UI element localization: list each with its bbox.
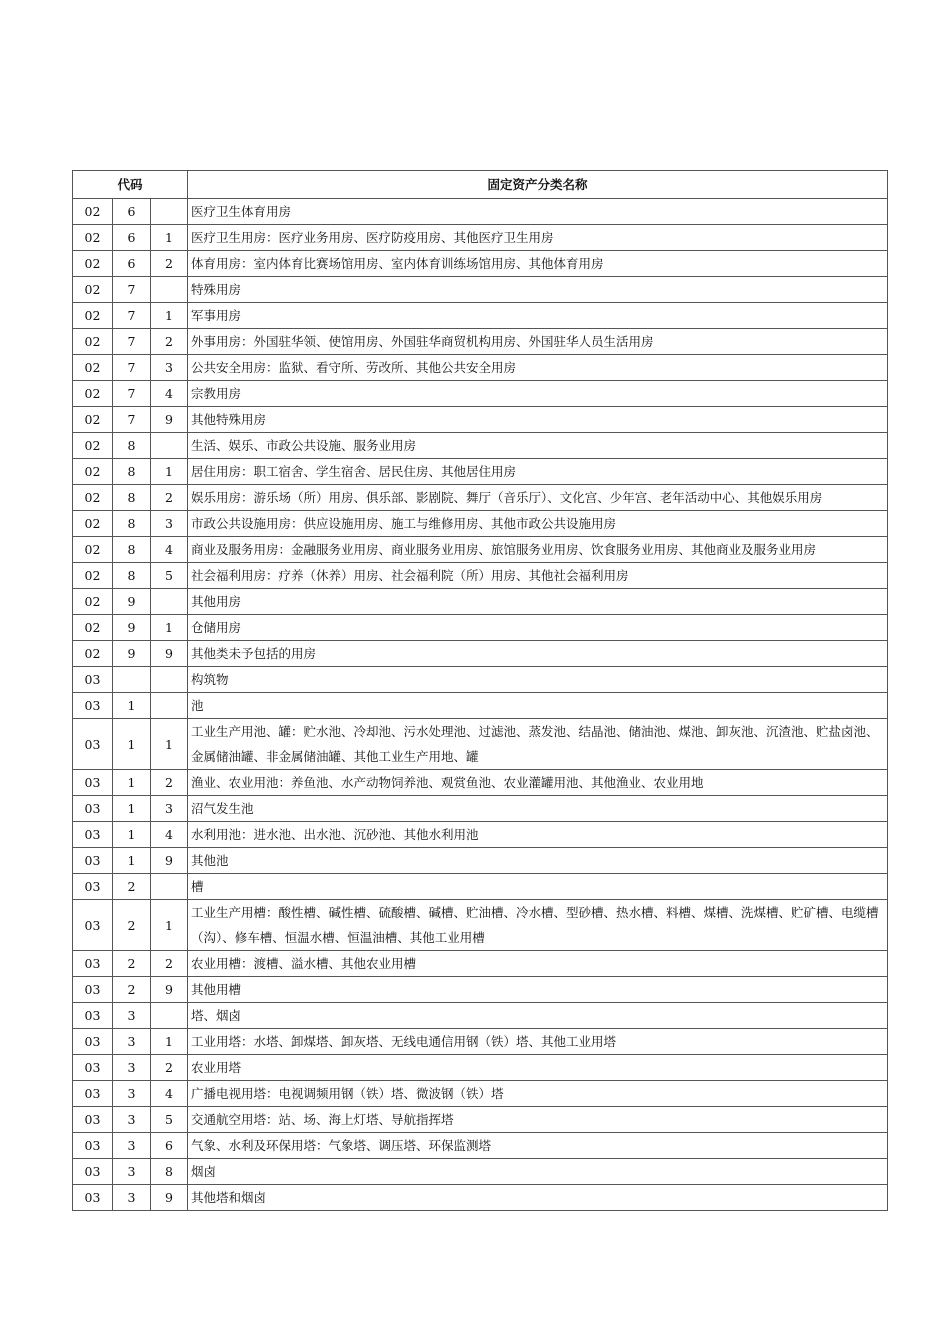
table-row bbox=[73, 589, 888, 615]
category-name: 烟卤 bbox=[188, 1159, 888, 1185]
code-level-2: 9 bbox=[113, 641, 151, 667]
category-name: 其他类未予包括的用房 bbox=[188, 641, 888, 667]
table-row bbox=[73, 511, 888, 537]
code-level-1: 02 bbox=[73, 303, 113, 329]
table-row bbox=[73, 485, 888, 511]
code-level-3: 2 bbox=[151, 951, 188, 977]
code-level-2: 1 bbox=[113, 770, 151, 796]
code-level-2: 1 bbox=[113, 719, 151, 770]
code-level-2: 7 bbox=[113, 407, 151, 433]
code-level-1: 02 bbox=[73, 563, 113, 589]
code-level-3: 2 bbox=[151, 770, 188, 796]
code-level-3: 2 bbox=[151, 251, 188, 277]
category-name: 广播电视用塔：电视调频用钢（铁）塔、微波钢（铁）塔 bbox=[188, 1081, 888, 1107]
code-level-3: 9 bbox=[151, 977, 188, 1003]
code-level-1: 02 bbox=[73, 511, 113, 537]
code-level-2: 7 bbox=[113, 355, 151, 381]
table-row bbox=[73, 225, 888, 251]
category-name: 其他特殊用房 bbox=[188, 407, 888, 433]
code-level-3: 1 bbox=[151, 900, 188, 951]
category-name: 体育用房：室内体育比赛场馆用房、室内体育训练场馆用房、其他体育用房 bbox=[188, 251, 888, 277]
code-level-3: 4 bbox=[151, 822, 188, 848]
code-level-1: 03 bbox=[73, 1133, 113, 1159]
code-level-2: 8 bbox=[113, 459, 151, 485]
code-level-2: 9 bbox=[113, 615, 151, 641]
category-name: 塔、烟卤 bbox=[188, 1003, 888, 1029]
code-level-1: 02 bbox=[73, 459, 113, 485]
code-level-1: 03 bbox=[73, 1185, 113, 1211]
category-name: 工业生产用池、罐：贮水池、冷却池、污水处理池、过滤池、蒸发池、结晶池、储油池、煤池、卸灰池、沉渣池、贮盐卤池、金属储油罐、非金属储油罐、其他工业生产用地、罐 bbox=[188, 719, 888, 770]
code-level-2: 3 bbox=[113, 1185, 151, 1211]
table-row bbox=[73, 1107, 888, 1133]
code-level-1: 02 bbox=[73, 199, 113, 225]
code-level-2: 8 bbox=[113, 511, 151, 537]
code-level-3: 9 bbox=[151, 641, 188, 667]
code-level-3: 1 bbox=[151, 225, 188, 251]
table-row bbox=[73, 977, 888, 1003]
category-name: 槽 bbox=[188, 874, 888, 900]
code-level-2: 3 bbox=[113, 1029, 151, 1055]
code-level-3: 2 bbox=[151, 1055, 188, 1081]
table-row bbox=[73, 355, 888, 381]
table-row bbox=[73, 693, 888, 719]
table-row bbox=[73, 667, 888, 693]
category-name: 其他塔和烟卤 bbox=[188, 1185, 888, 1211]
category-name: 渔业、农业用池：养鱼池、水产动物饲养池、观赏鱼池、农业灌罐用池、其他渔业、农业用地 bbox=[188, 770, 888, 796]
code-level-1: 03 bbox=[73, 770, 113, 796]
code-level-2: 8 bbox=[113, 433, 151, 459]
code-level-2: 6 bbox=[113, 225, 151, 251]
code-level-1: 03 bbox=[73, 874, 113, 900]
code-level-1: 03 bbox=[73, 1055, 113, 1081]
code-level-3: 9 bbox=[151, 1185, 188, 1211]
code-level-3: 6 bbox=[151, 1133, 188, 1159]
category-name: 农业用槽：渡槽、溢水槽、其他农业用槽 bbox=[188, 951, 888, 977]
code-level-2: 8 bbox=[113, 537, 151, 563]
code-level-3: 1 bbox=[151, 303, 188, 329]
category-name: 居住用房：职工宿舍、学生宿舍、居民住房、其他居住用房 bbox=[188, 459, 888, 485]
code-level-3 bbox=[151, 589, 188, 615]
code-level-2: 1 bbox=[113, 822, 151, 848]
code-level-1: 03 bbox=[73, 1003, 113, 1029]
category-name: 交通航空用塔：站、场、海上灯塔、导航指挥塔 bbox=[188, 1107, 888, 1133]
table-row bbox=[73, 615, 888, 641]
code-level-2: 6 bbox=[113, 251, 151, 277]
table-row bbox=[73, 822, 888, 848]
code-level-3: 2 bbox=[151, 485, 188, 511]
category-name: 军事用房 bbox=[188, 303, 888, 329]
code-level-2: 1 bbox=[113, 693, 151, 719]
code-level-3: 1 bbox=[151, 459, 188, 485]
table-row bbox=[73, 951, 888, 977]
category-name: 其他用房 bbox=[188, 589, 888, 615]
table-row bbox=[73, 874, 888, 900]
category-name: 外事用房：外国驻华领、使馆用房、外国驻华商贸机构用房、外国驻华人员生活用房 bbox=[188, 329, 888, 355]
code-level-3: 3 bbox=[151, 796, 188, 822]
code-level-1: 03 bbox=[73, 693, 113, 719]
table-header-row bbox=[73, 171, 888, 199]
table-row bbox=[73, 329, 888, 355]
code-level-2: 2 bbox=[113, 874, 151, 900]
code-level-3: 9 bbox=[151, 407, 188, 433]
code-level-1: 02 bbox=[73, 381, 113, 407]
table-row bbox=[73, 381, 888, 407]
code-level-2: 7 bbox=[113, 329, 151, 355]
table-row bbox=[73, 199, 888, 225]
category-name: 商业及服务用房：金融服务业用房、商业服务业用房、旅馆服务业用房、饮食服务业用房、其他商业及服务业用房 bbox=[188, 537, 888, 563]
code-level-1: 02 bbox=[73, 485, 113, 511]
code-level-3 bbox=[151, 667, 188, 693]
header-code: 代码 bbox=[73, 171, 188, 199]
table-row bbox=[73, 1055, 888, 1081]
code-level-1: 03 bbox=[73, 796, 113, 822]
category-name: 水利用池：进水池、出水池、沉砂池、其他水利用池 bbox=[188, 822, 888, 848]
code-level-2: 3 bbox=[113, 1081, 151, 1107]
code-level-3: 1 bbox=[151, 1029, 188, 1055]
code-level-1: 02 bbox=[73, 329, 113, 355]
category-name: 其他池 bbox=[188, 848, 888, 874]
code-level-2: 6 bbox=[113, 199, 151, 225]
code-level-2: 3 bbox=[113, 1003, 151, 1029]
table-row bbox=[73, 407, 888, 433]
table-row bbox=[73, 641, 888, 667]
category-name: 仓储用房 bbox=[188, 615, 888, 641]
code-level-1: 02 bbox=[73, 537, 113, 563]
category-name: 构筑物 bbox=[188, 667, 888, 693]
code-level-1: 02 bbox=[73, 407, 113, 433]
code-level-3: 1 bbox=[151, 719, 188, 770]
code-level-3 bbox=[151, 1003, 188, 1029]
table-row bbox=[73, 1029, 888, 1055]
code-level-1: 02 bbox=[73, 433, 113, 459]
category-name: 其他用槽 bbox=[188, 977, 888, 1003]
code-level-3: 3 bbox=[151, 355, 188, 381]
table-body bbox=[73, 199, 888, 1211]
code-level-2: 7 bbox=[113, 277, 151, 303]
code-level-1: 03 bbox=[73, 977, 113, 1003]
code-level-2: 3 bbox=[113, 1055, 151, 1081]
category-name: 特殊用房 bbox=[188, 277, 888, 303]
code-level-3 bbox=[151, 693, 188, 719]
code-level-3: 4 bbox=[151, 1081, 188, 1107]
table-row bbox=[73, 1185, 888, 1211]
code-level-3 bbox=[151, 874, 188, 900]
code-level-2: 3 bbox=[113, 1107, 151, 1133]
code-level-1: 03 bbox=[73, 1159, 113, 1185]
code-level-1: 02 bbox=[73, 615, 113, 641]
code-level-2: 3 bbox=[113, 1159, 151, 1185]
code-level-1: 02 bbox=[73, 277, 113, 303]
table-row bbox=[73, 563, 888, 589]
table-row bbox=[73, 537, 888, 563]
category-name: 生活、娱乐、市政公共设施、服务业用房 bbox=[188, 433, 888, 459]
code-level-2: 1 bbox=[113, 796, 151, 822]
category-name: 市政公共设施用房：供应设施用房、施工与维修用房、其他市政公共设施用房 bbox=[188, 511, 888, 537]
table-row bbox=[73, 433, 888, 459]
code-level-1: 03 bbox=[73, 848, 113, 874]
code-level-3: 3 bbox=[151, 511, 188, 537]
category-name: 工业生产用槽：酸性槽、碱性槽、硫酸槽、碱槽、贮油槽、冷水槽、型砂槽、热水槽、料槽、煤槽、洗煤槽、贮矿槽、电缆槽（沟）、修车槽、恒温水槽、恒温油槽、其他工业用槽 bbox=[188, 900, 888, 951]
table-row bbox=[73, 796, 888, 822]
asset-classification-table bbox=[72, 170, 888, 1211]
category-name: 医疗卫生用房：医疗业务用房、医疗防疫用房、其他医疗卫生用房 bbox=[188, 225, 888, 251]
table-row bbox=[73, 1003, 888, 1029]
code-level-1: 03 bbox=[73, 822, 113, 848]
code-level-2: 3 bbox=[113, 1133, 151, 1159]
code-level-2: 7 bbox=[113, 303, 151, 329]
table-row bbox=[73, 277, 888, 303]
code-level-1: 03 bbox=[73, 719, 113, 770]
category-name: 医疗卫生体育用房 bbox=[188, 199, 888, 225]
code-level-3: 1 bbox=[151, 615, 188, 641]
table-row bbox=[73, 1159, 888, 1185]
table-row bbox=[73, 770, 888, 796]
category-name: 沼气发生池 bbox=[188, 796, 888, 822]
code-level-1: 02 bbox=[73, 225, 113, 251]
code-level-3: 9 bbox=[151, 848, 188, 874]
code-level-1: 02 bbox=[73, 641, 113, 667]
code-level-1: 03 bbox=[73, 951, 113, 977]
category-name: 社会福利用房：疗养（休养）用房、社会福利院（所）用房、其他社会福利用房 bbox=[188, 563, 888, 589]
table-row bbox=[73, 719, 888, 770]
category-name: 农业用塔 bbox=[188, 1055, 888, 1081]
table-row bbox=[73, 459, 888, 485]
category-name: 宗教用房 bbox=[188, 381, 888, 407]
code-level-1: 03 bbox=[73, 900, 113, 951]
code-level-1: 03 bbox=[73, 1081, 113, 1107]
category-name: 气象、水利及环保用塔：气象塔、调压塔、环保监测塔 bbox=[188, 1133, 888, 1159]
code-level-1: 02 bbox=[73, 251, 113, 277]
code-level-3: 5 bbox=[151, 1107, 188, 1133]
code-level-2: 8 bbox=[113, 563, 151, 589]
table-row bbox=[73, 848, 888, 874]
code-level-1: 02 bbox=[73, 355, 113, 381]
code-level-2: 7 bbox=[113, 381, 151, 407]
table-row bbox=[73, 1081, 888, 1107]
code-level-2 bbox=[113, 667, 151, 693]
code-level-2: 2 bbox=[113, 900, 151, 951]
header-name: 固定资产分类名称 bbox=[188, 171, 888, 199]
table-row bbox=[73, 251, 888, 277]
code-level-3: 5 bbox=[151, 563, 188, 589]
code-level-2: 8 bbox=[113, 485, 151, 511]
table-row bbox=[73, 1133, 888, 1159]
code-level-2: 9 bbox=[113, 589, 151, 615]
code-level-1: 03 bbox=[73, 1107, 113, 1133]
code-level-3: 4 bbox=[151, 537, 188, 563]
code-level-2: 2 bbox=[113, 951, 151, 977]
category-name: 池 bbox=[188, 693, 888, 719]
category-name: 工业用塔：水塔、卸煤塔、卸灰塔、无线电通信用钢（铁）塔、其他工业用塔 bbox=[188, 1029, 888, 1055]
code-level-2: 1 bbox=[113, 848, 151, 874]
table-row bbox=[73, 900, 888, 951]
code-level-3 bbox=[151, 277, 188, 303]
code-level-1: 03 bbox=[73, 1029, 113, 1055]
code-level-3 bbox=[151, 433, 188, 459]
code-level-3 bbox=[151, 199, 188, 225]
code-level-1: 03 bbox=[73, 667, 113, 693]
code-level-1: 02 bbox=[73, 589, 113, 615]
table-row bbox=[73, 303, 888, 329]
code-level-2: 2 bbox=[113, 977, 151, 1003]
category-name: 娱乐用房：游乐场（所）用房、俱乐部、影剧院、舞厅（音乐厅）、文化宫、少年宫、老年活动中心、其他娱乐用房 bbox=[188, 485, 888, 511]
code-level-3: 2 bbox=[151, 329, 188, 355]
category-name: 公共安全用房：监狱、看守所、劳改所、其他公共安全用房 bbox=[188, 355, 888, 381]
code-level-3: 8 bbox=[151, 1159, 188, 1185]
code-level-3: 4 bbox=[151, 381, 188, 407]
